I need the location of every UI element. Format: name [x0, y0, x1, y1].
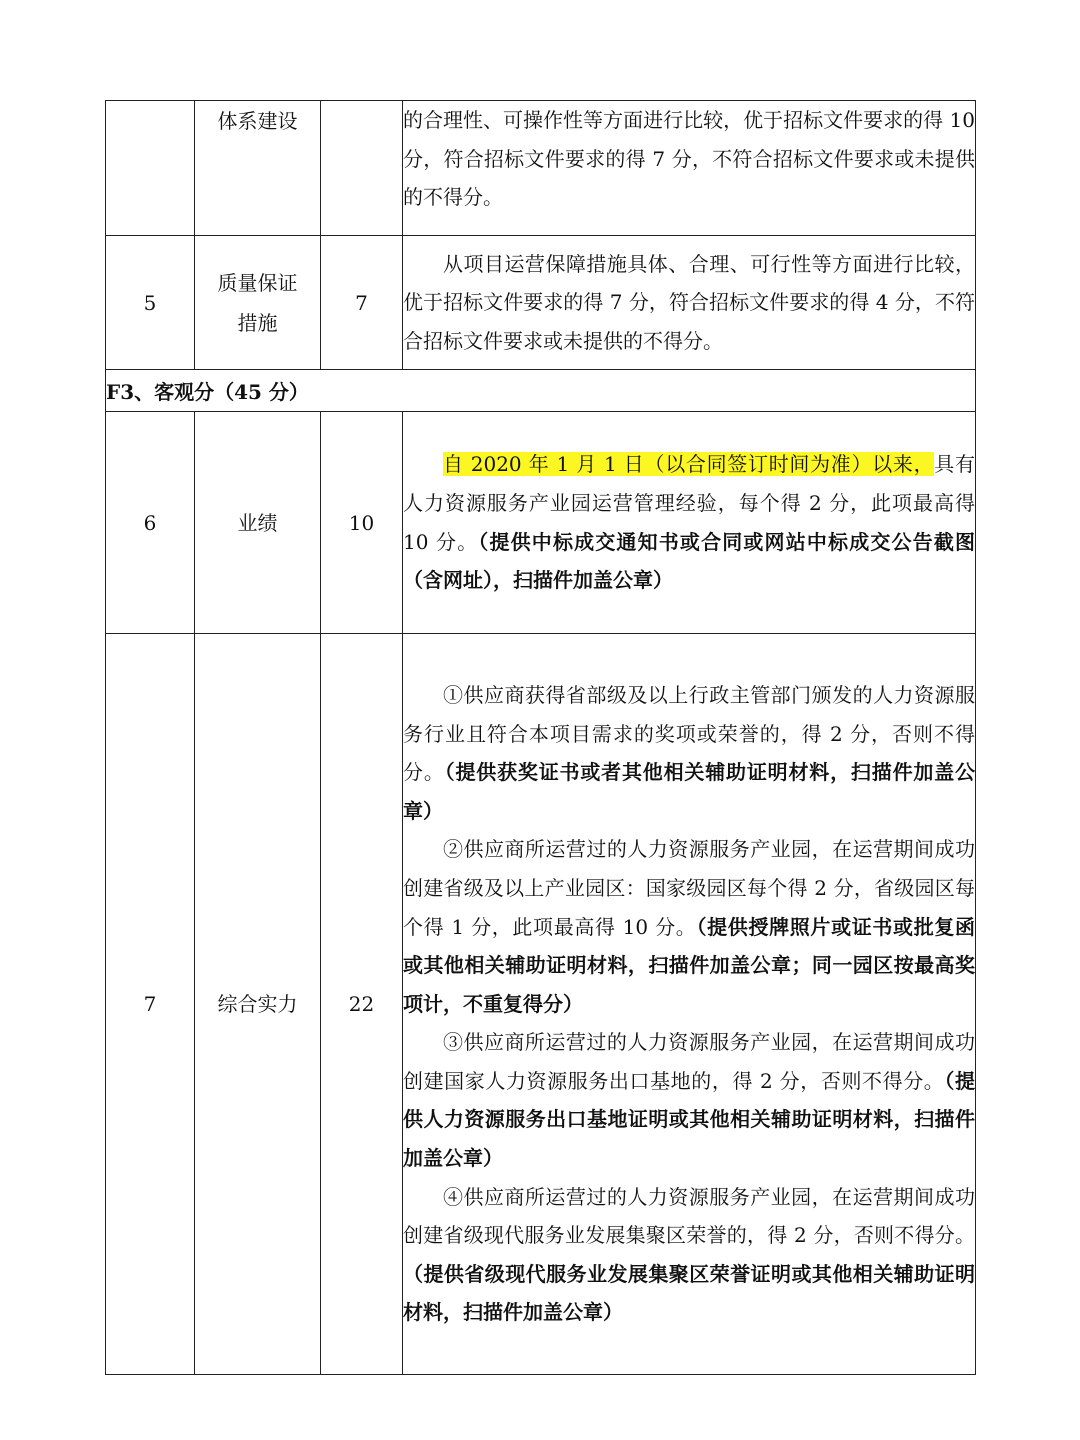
bold-text: （提供省级现代服务业发展集聚区荣誉证明或其他相关辅助证明材料，扫描件加盖公章） — [403, 1261, 975, 1325]
criteria-paragraph — [403, 676, 975, 830]
criteria-paragraph: 从项目运营保障措施具体、合理、可行性等方面进行比较，优于招标文件要求的得 7 分，符合招标文件要求的得 4 分，不符合招标文件要求或未提供的不得分。 — [403, 251, 975, 353]
criteria-paragraph — [403, 1178, 975, 1332]
plain-text: ②供应商所运营过的人力资源服务产业园，在运营期间成功创建省级及以上产业园区：国家级园区每个得 2 分，省级园区每个得 1 分，此项最高得 10 分。 — [403, 837, 975, 939]
item-name-line: 质量保证 — [217, 270, 298, 295]
plain-text: 具有人力资源服务产业园运营管理经验，每个得 2 分，此项最高得 10 分。 — [403, 452, 975, 554]
table-row — [106, 634, 976, 1375]
criteria-paragraph: 的合理性、可操作性等方面进行比较，优于招标文件要求的得 10 分，符合招标文件要求的得 7 分，不符合招标文件要求或未提供的不得分。 — [403, 108, 975, 210]
score-value — [321, 101, 403, 236]
row-number: 6 — [106, 412, 195, 634]
highlighted-text: 自 2020 年 1 月 1 日（以合同签订时间为准）以来， — [443, 452, 935, 477]
row-number — [106, 101, 195, 236]
bold-text: （提供中标成交通知书或合同或网站中标成交公告截图（含网址），扫描件加盖公章） — [403, 529, 976, 593]
criteria-text — [403, 412, 976, 634]
table-row — [106, 412, 976, 634]
scoring-table — [105, 100, 976, 1375]
criteria-paragraph — [403, 830, 975, 1023]
plain-text: ④供应商所运营过的人力资源服务产业园，在运营期间成功创建省级现代服务业发展集聚区荣誉的，得 2 分，否则不得分。 — [403, 1184, 975, 1248]
row-number: 5 — [106, 236, 195, 370]
criteria-text — [403, 236, 976, 370]
criteria-paragraph — [403, 1023, 975, 1177]
bold-text: （提供人力资源服务出口基地证明或其他相关辅助证明材料，扫描件加盖公章） — [403, 1068, 975, 1171]
criteria-text — [403, 101, 976, 236]
item-name-line: 措施 — [237, 310, 278, 335]
row-number: 7 — [106, 634, 195, 1375]
item-name — [195, 236, 321, 370]
section-heading: F3、客观分（45 分） — [106, 370, 976, 412]
table-row — [106, 101, 976, 236]
score-value: 7 — [321, 236, 403, 370]
criteria-paragraph — [403, 445, 975, 599]
item-name: 业绩 — [195, 412, 321, 634]
item-name-text: 体系建设 — [217, 109, 298, 133]
criteria-text — [403, 634, 976, 1375]
item-name — [195, 101, 321, 236]
score-value: 22 — [321, 634, 403, 1375]
score-value: 10 — [321, 412, 403, 634]
bold-text: （提供授牌照片或证书或批复函或其他相关辅助证明材料，扫描件加盖公章；同一园区按最高奖项计，不重复得分） — [403, 914, 976, 1016]
table-row — [106, 236, 976, 370]
plain-text: ①供应商获得省部级及以上行政主管部门颁发的人力资源服务行业且符合本项目需求的奖项或荣誉的，得 2 分，否则不得分。 — [403, 682, 975, 785]
item-name: 综合实力 — [195, 634, 321, 1375]
bold-text: （提供获奖证书或者其他相关辅助证明材料，扫描件加盖公章） — [403, 760, 976, 823]
plain-text: ③供应商所运营过的人力资源服务产业园，在运营期间成功创建国家人力资源服务出口基地的，得 2 分，否则不得分。 — [403, 1030, 975, 1093]
section-row — [106, 370, 976, 412]
